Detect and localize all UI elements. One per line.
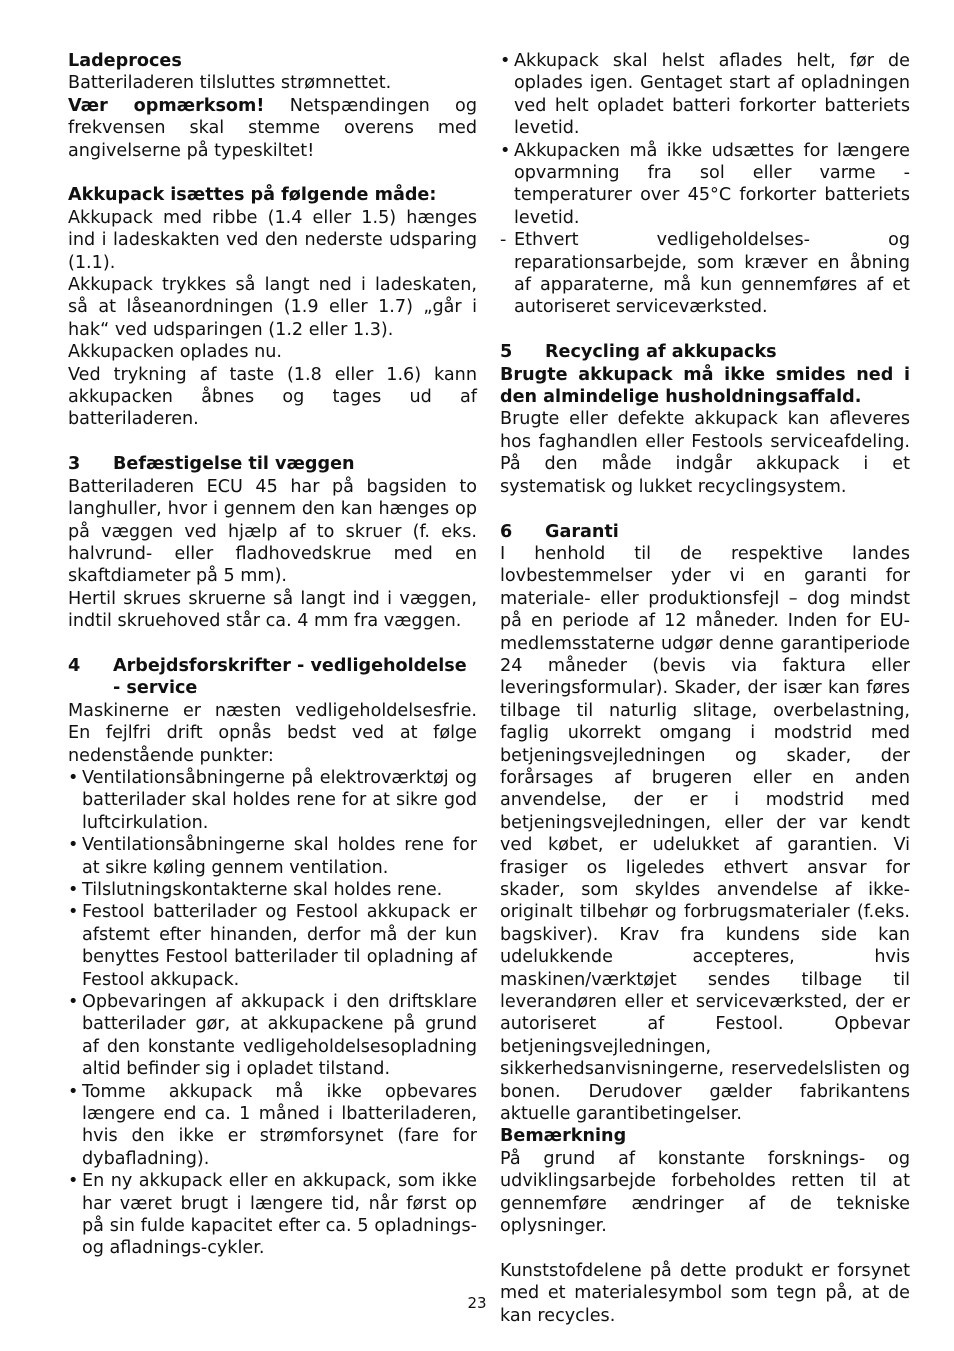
left-column — [68, 50, 477, 1260]
list-item-text: Ventilationsåbningerne skal holdes rene for at sikre køling gennem ventilation. — [82, 835, 477, 878]
list-item-text: Opbevaringen af akkupack i den driftsklare batterilader gør, at akkupackene på grund af den konstante vedligeholdelsesopladning altid befinder sig i opladet tilstand. — [82, 992, 477, 1080]
dash-marker: - — [500, 230, 507, 251]
section-3-paragraph-2: Hertil skrues skruerne så langt ind i væggen, indtil skruehoved står ca. 4 mm fra væggen. — [68, 588, 477, 632]
section-5-paragraph: Brugte eller defekte akkupack kan afleveres hos faghandlen eller Festools serviceafdeling. På den måde indgår akkupack i et systematisk og lukket recyclingsystem. — [500, 409, 910, 497]
list-item-text: Akkupacken må ikke udsættes for længere opvarmning fra sol eller varme - temperaturer over 45°C forkorter batteriets levetid. — [514, 140, 910, 228]
list-item-text: Tilslutningskontakterne skal holdes rene. — [82, 879, 443, 900]
maintenance-list — [68, 767, 477, 1260]
list-item — [68, 901, 477, 991]
section-3-paragraph-1: Batteriladeren ECU 45 har på bagsiden to langhuller, hvor i gennem den kan hænges op på væggen ved hjælp af to skruer (f. eks. halvrund- eller fladhovedskrue med en skaftdiameter på 5 mm). — [68, 476, 477, 587]
bullet-marker: • — [68, 879, 79, 900]
list-item — [68, 991, 477, 1081]
section-title: Befæstigelse til væggen — [113, 454, 355, 475]
section-number: 3 — [68, 454, 81, 475]
right-column — [500, 50, 910, 1327]
section-5-heading — [500, 341, 910, 363]
insert-paragraph-4: Ved trykning af taste (1.8 eller 1.6) kann akkupacken åbnes og tages ud af batteriladeren. — [68, 364, 477, 430]
section-title: Arbejdsforskrifter - vedligeholdelse - service — [113, 655, 467, 699]
section-5-bold-notice: Brugte akkupack må ikke smides ned i den almindelige husholdningsaffald. — [500, 364, 910, 408]
list-item — [500, 140, 910, 230]
ladeproces-warning — [68, 95, 477, 162]
insert-heading: Akkupack isættes på følgende måde: — [68, 185, 437, 206]
ladeproces-heading: Ladeproces — [68, 51, 182, 71]
list-item — [68, 1170, 477, 1260]
list-item-text: Festool batterilader og Festool akkupack er afstemt efter hinanden, derfor må der kun benyttes Festool batterilader til opladning af Festool akkupack. — [82, 902, 477, 990]
list-item-text: En ny akkupack eller en akkupack, som ikke har været brugt i længere tid, når først op på sin fulde kapacitet efter ca. 5 opladnings- og afladnings-cykler. — [82, 1171, 477, 1259]
bullet-marker: • — [68, 767, 79, 788]
insert-paragraph-1: Akkupack med ribbe (1.4 eller 1.5) hænges ind i ladeskakten ved den nederste udsparing (1.1). — [68, 207, 477, 273]
ladeproces-line1: Batteriladeren tilsluttes strømnettet. — [68, 73, 392, 94]
list-item — [68, 834, 477, 879]
bullet-marker: • — [68, 1171, 79, 1192]
list-item — [500, 229, 910, 319]
page-number: 23 — [467, 1294, 487, 1312]
section-4-heading — [68, 655, 477, 700]
section-title: Recycling af akkupacks — [545, 342, 777, 363]
list-item-text: Tomme akkupack må ikke opbevares længere end ca. 1 måned i lbatteriladeren, hvis den ikke er strømforsynet (fare for dybafladning). — [82, 1081, 477, 1169]
section-number: 6 — [500, 521, 513, 542]
list-item-text: Ventilationsåbningerne på elektroværktøj og batterilader skal holdes rene for at sikre god luftcirkulation. — [82, 767, 477, 833]
bullet-marker: • — [68, 835, 79, 856]
section-3-heading — [68, 453, 477, 475]
list-item — [68, 767, 477, 834]
warranty-paragraph: I henhold til de respektive landes lovbestemmelser yder vi en garanti for materiale- eller produktionsfejl – dog mindst på en periode af 12 måneder. Inden for EU-medlemsstaterne udgør denne garantiperiode 24 måneder (bevis via faktura eller leveringsformular). Skader, der især kan føres tilbage til naturlig slitage, overbelastning, faglig ukorrekt omgang i modstrid med betjeningsvejledningen og skader, der forårsages af brugeren eller en anden anvendelse, der er i modstrid med betjeningsvejledningen, eller der var kendt ved købet, er udelukket af garantien. Vi frasiger os ligeledes ethvert ansvar for skader, som skyldes anvendelse af ikke-originalt tilbehør og forbrugsmaterialer (f.eks. bagskiver). Krav fra kundens side kan udelukkende accepteres, hvis maskinen/værktøjet sendes tilbage til leverandøren eller et serviceværksted, der er autoriseret af Festool. Opbevar betjeningsvejledningen, sikkerhedsanvisningerne, reservedelslisten og bonen. Derudover gælder fabrikantens aktuelle garantibetingelser. — [500, 543, 910, 1125]
list-item — [68, 879, 477, 901]
bullet-marker: • — [500, 51, 511, 71]
bullet-marker: • — [68, 1081, 79, 1102]
section-title: Garanti — [545, 521, 619, 542]
list-item-text: Akkupack skal helst aflades helt, før de oplades igen. Gentaget start af opladningen ved helt opladet batteri forkorter batteriets levetid. — [514, 51, 910, 139]
section-number: 4 — [68, 655, 81, 676]
insert-paragraph-2: Akkupack trykkes så langt ned i ladeskaten, så at låseanordningen (1.9 eller 1.7) „går i hak“ ved udsparingen (1.2 eller 1.3). — [68, 275, 477, 340]
warning-label: Vær opmærksom! — [68, 95, 265, 116]
list-item-text: Ethvert vedligeholdelses- og reparationsarbejde, som kræver en åbning af apparaterne, må kun gennemføres af et autoriseret serviceværksted. — [514, 230, 910, 318]
continued-list — [500, 50, 910, 319]
list-item — [500, 50, 910, 140]
insert-paragraph-3: Akkupacken oplades nu. — [68, 342, 283, 363]
list-item — [68, 1081, 477, 1171]
note-heading: Bemærkning — [500, 1126, 627, 1147]
section-4-intro: Maskinerne er næsten vedligeholdelsesfrie. En fejlfri drift opnås bedst ved at følge nedenstående punkter: — [68, 700, 477, 766]
section-6-heading — [500, 521, 910, 543]
bullet-marker: • — [68, 992, 79, 1013]
plastic-recycling-paragraph: Kunststofdelene på dette produkt er forsynet med et materialesymbol som tegn på, at de kan recycles. — [500, 1260, 910, 1326]
bullet-marker: • — [68, 902, 79, 923]
section-number: 5 — [500, 342, 513, 363]
bullet-marker: • — [500, 140, 511, 161]
warning-text: Netspændingen og frekvensen skal stemme overens med angivelserne på typeskiltet! — [68, 95, 477, 161]
note-paragraph: På grund af konstante forsknings- og udviklingsarbejde forbeholdes retten til at gennemføre ændringer af de tekniske oplysninger. — [500, 1148, 910, 1237]
